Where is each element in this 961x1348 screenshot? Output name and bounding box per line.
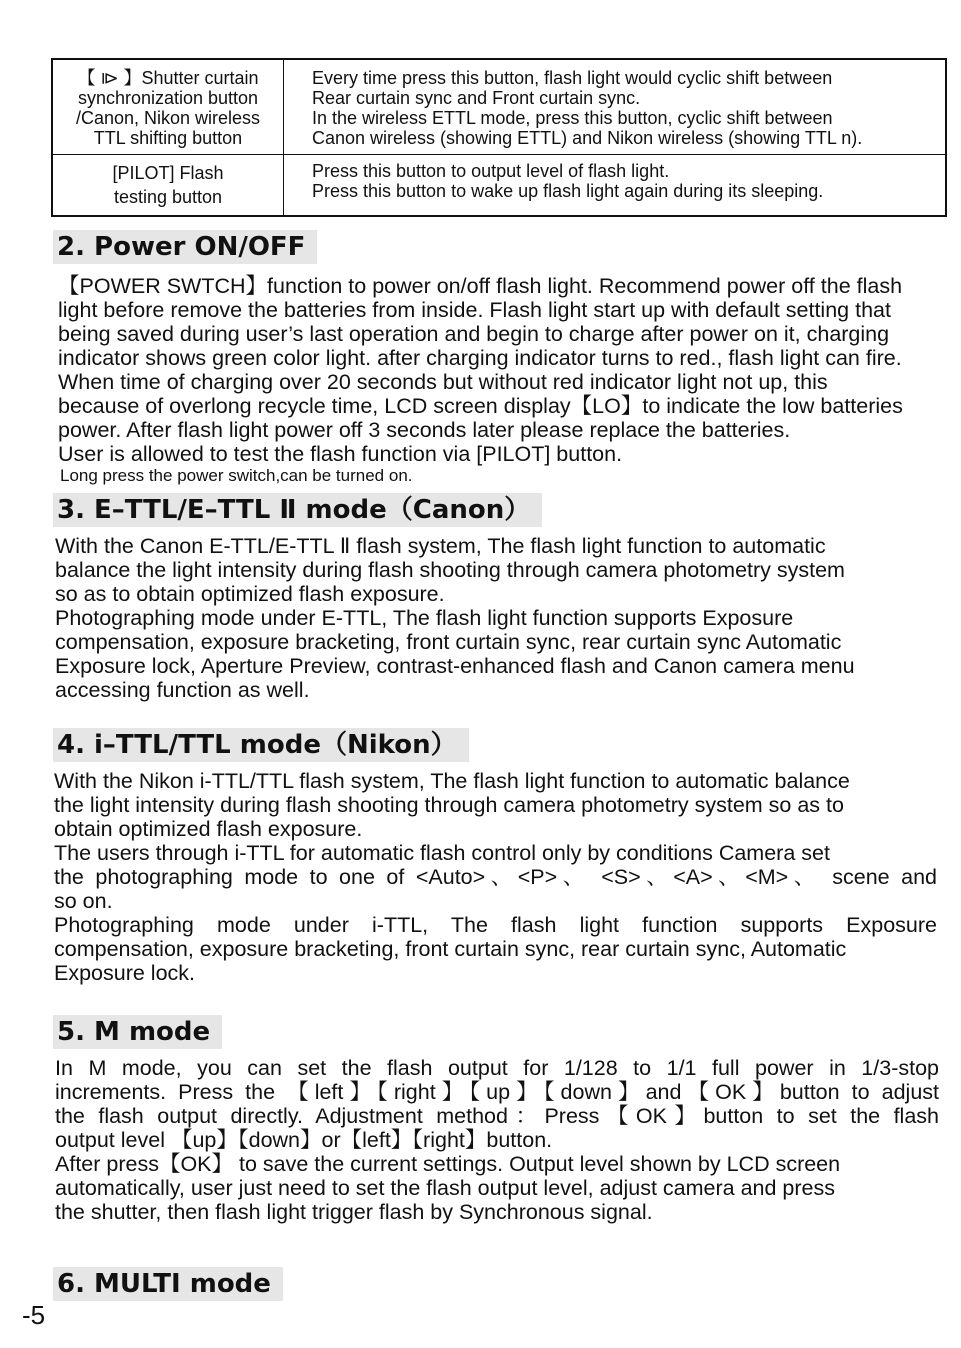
section-heading-power: 2. Power ON/OFF [53,230,317,264]
table-text: [PILOT] Flash [112,163,224,183]
button-name-cell [52,59,284,155]
paragraph-line: the light intensity during flash shooting through camera photometry system so as to [54,793,844,817]
table-row [52,59,946,155]
paragraph-line: When time of charging over 20 seconds but without red indicator light not up, this [58,370,828,394]
table-text: Press this button to output level of flash light. [312,161,670,181]
table-text: testing button [113,187,223,207]
paragraph-line: After press【OK】 to save the current settings. Output level shown by LCD screen [55,1152,841,1176]
table-text: TTL shifting button [93,128,243,148]
paragraph-line: balance the light intensity during flash shooting through camera photometry system [55,558,845,582]
paragraph-line: The users through i-TTL for automatic flash control only by conditions Camera set [54,841,830,865]
section-body-m-mode [55,1056,939,1224]
paragraph-line: power. After flash light power off 3 seconds later please replace the batteries. [58,418,791,442]
paragraph-line: compensation, exposure bracketing, front curtain sync, rear curtain sync, Automatic [54,937,847,961]
power-note: Long press the power switch,can be turned on. [60,466,413,485]
button-description-cell [284,59,947,155]
section-heading-ittl: 4. i–TTL/TTL mode（Nikon） [53,728,469,762]
section-heading-multi: 6. MULTI mode [53,1267,283,1301]
paragraph-line: Photographing mode under E-TTL, The flash light function supports Exposure [55,606,794,630]
paragraph-line: 【POWER SWTCH】function to power on/off flash light. Recommend power off the flash [58,274,903,298]
section-body-power [58,274,953,486]
paragraph-line: output level 【up】【down】or【left】【right】button. [55,1128,553,1152]
paragraph-line: so as to obtain optimized flash exposure. [55,582,445,606]
paragraph-line: increments. Press the 【left】【right】【up】【down】and【OK】button to adjust [55,1080,939,1104]
paragraph-line: Exposure lock. [54,961,196,985]
paragraph-line: Exposure lock, Aperture Preview, contrast-enhanced flash and Canon camera menu [55,654,855,678]
paragraph-line: obtain optimized flash exposure. [54,817,363,841]
paragraph-line: being saved during user’s last operation and begin to charge after power on it, charging [58,322,890,346]
table-row [52,155,946,217]
table-text: 【 ⧐ 】Shutter curtain [77,68,259,88]
paragraph-line: the photographing mode to one of <Auto>、<P>、 <S>、<A>、<M>、 scene and [54,865,937,889]
paragraph-line: so on. [54,889,113,913]
paragraph-line: In M mode, you can set the flash output for 1/128 to 1/1 full power in 1/3-stop [55,1056,939,1080]
table-text: In the wireless ETTL mode, press this button, cyclic shift between [312,108,833,128]
paragraph-line: User is allowed to test the flash function via [PILOT] button. [58,442,623,466]
table-text: Rear curtain sync and Front curtain sync. [312,88,641,108]
table-text: Canon wireless (showing ETTL) and Nikon wireless (showing TTL n). [312,128,863,148]
paragraph-line: With the Canon E-TTL/E-TTL Ⅱ flash system, The flash light function to automatic [55,534,826,558]
paragraph-line: compensation, exposure bracketing, front curtain sync, rear curtain sync Automatic [55,630,842,654]
section-body-ittl [54,769,937,985]
table-text: synchronization button [77,88,259,108]
table-text: Press this button to wake up flash light again during its sleeping. [312,181,824,201]
button-description-table [51,58,947,217]
paragraph-line: indicator shows green color light. after charging indicator turns to red., flash light can fire. [58,346,902,370]
paragraph-line: accessing function as well. [55,678,310,702]
paragraph-line: Photographing mode under i-TTL, The flash light function supports Exposure [54,913,937,937]
button-description-cell [284,155,947,217]
paragraph-line: the flash output directly. Adjustment method：Press【OK】button to set the flash [55,1104,939,1128]
section-body-ettl [55,534,945,702]
button-name-cell [52,155,284,217]
section-heading-m-mode: 5. M mode [53,1015,222,1049]
paragraph-line: light before remove the batteries from inside. Flash light start up with default setting that [58,298,891,322]
section-heading-ettl: 3. E–TTL/E–TTL Ⅱ mode（Canon） [53,493,542,527]
paragraph-line: because of overlong recycle time, LCD screen display【LO】to indicate the low batteries [58,394,903,418]
table-text: /Canon, Nikon wireless [75,108,261,128]
paragraph-line: automatically, user just need to set the flash output level, adjust camera and press [55,1176,836,1200]
table-text: Every time press this button, flash light would cyclic shift between [312,68,833,88]
page-number: -5 [22,1300,46,1330]
paragraph-line: With the Nikon i-TTL/TTL flash system, The flash light function to automatic balance [54,769,850,793]
paragraph-line: the shutter, then flash light trigger flash by Synchronous signal. [55,1200,653,1224]
